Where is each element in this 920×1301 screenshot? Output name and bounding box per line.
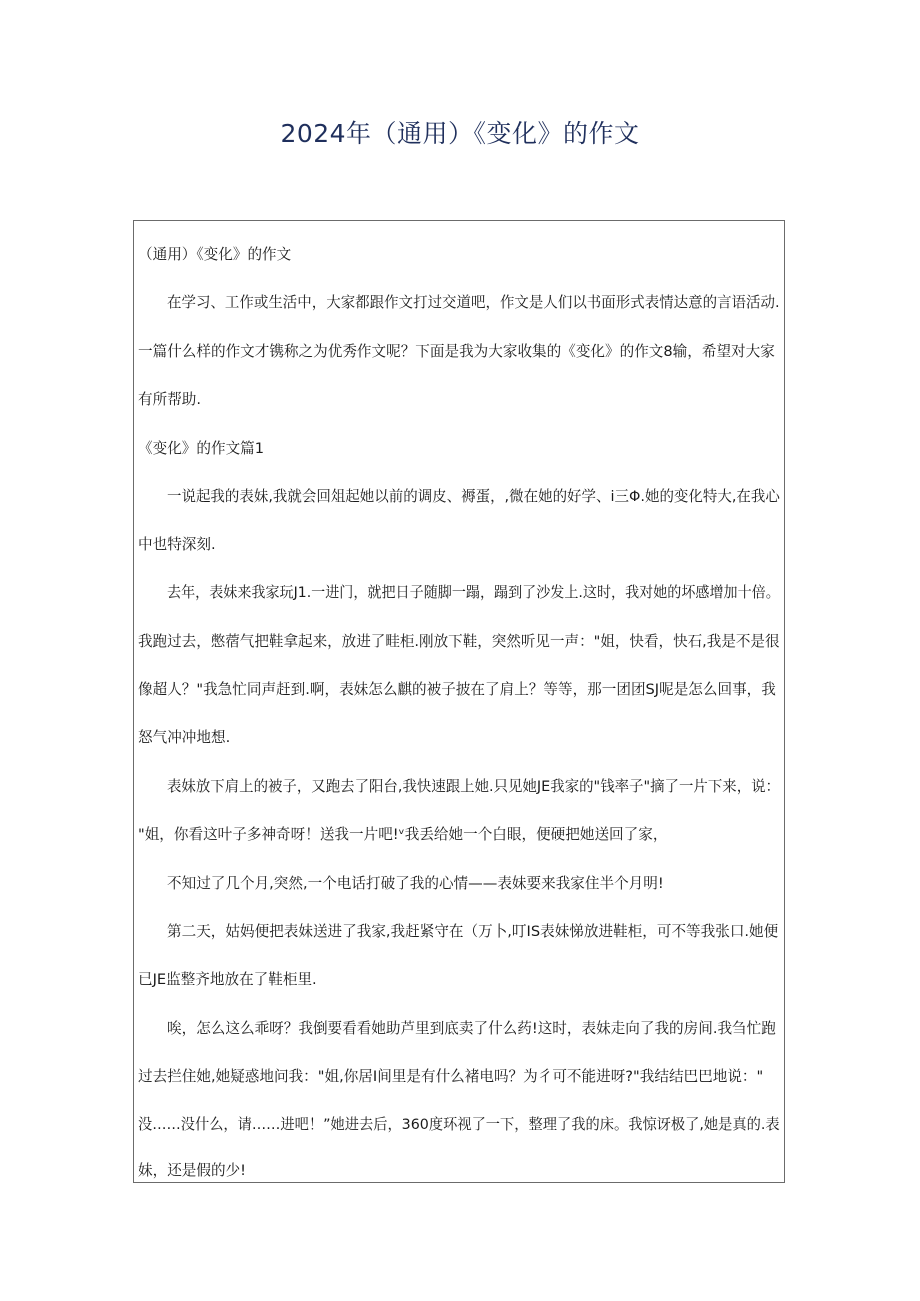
paragraph-line: 唉，怎么这么乖呀？我倒要看看她助芦里到底卖了什么药!这时，表妹走向了我的房间.我刍忙跑 <box>167 1020 776 1037</box>
paragraph-line: 中也特深刻. <box>138 536 216 553</box>
paragraph-line: 在学习、工作或生活中，大家都跟作文打过交道吧，作文是人们以书面形式表情达意的言语活动. <box>167 294 780 311</box>
paragraph-line: 表妹放下肩上的被子，又跑去了阳台,我快速跟上她.只见她JE我家的"钱率子"摘了一片下来，说： <box>167 778 780 795</box>
paragraph-line: 没……没什么，请……进吧！”她进去后，360度环视了一下，整理了我的床。我惊讶极了,她是真的.表 <box>138 1116 780 1133</box>
paragraph-line: 已JE监整齐地放在了鞋柜里. <box>138 971 317 988</box>
essay-heading: 《变化》的作文篇1 <box>138 440 265 457</box>
paragraph-line: 一篇什么样的作文才镌称之为优秀作文呢？下面是我为大家收集的《变化》的作文8输，希望对大家 <box>138 343 775 360</box>
content-box <box>133 220 785 1183</box>
paragraph-line: 不知过了几个月,突然,一个电话打破了我的心情——表妹要来我家住半个月明! <box>167 875 664 892</box>
paragraph-line: 过去拦住她,她疑惑地问我："姐,你居I间里是有什么褚电吗？为彳可不能进呀?"我结结巴巴地说：" <box>138 1068 764 1085</box>
paragraph-line: 我跑过去，憋蓿气把鞋拿起来，放进了畦柜.刚放下鞋，突然听见一声："姐，快看，快石,我是不是很 <box>138 633 780 650</box>
section-subtitle: （通用）《变化》的作文 <box>138 246 292 263</box>
paragraph-line: 有所帮助. <box>138 391 202 408</box>
paragraph-line: 妹，还是假的少! <box>138 1162 247 1179</box>
paragraph-line: 第二天，姑妈便把表妹送进了我家,我赶紧守在（万卜,叮IS表妹悌放进鞋柜，可不等我张口.她便 <box>167 923 779 940</box>
paragraph-line: 去年，表妹来我家玩J1.一进门，就把日子随脚一蹋，蹋到了沙发上.这时，我对她的坏感增加十倍。 <box>167 584 780 601</box>
paragraph-line: 怒气冲冲地想. <box>138 729 231 746</box>
paragraph-line: 像超人？"我急忙同声赶到.啊，表妹怎么麒的被子披在了肩上？等等，那一团团SJ呢是怎么回事，我 <box>138 681 776 698</box>
document-title: 2024年（通用）《变化》的作文 <box>280 119 640 148</box>
paragraph-line: "姐，你看这叶子多神奇呀！送我一片吧!ᵛ我丢给她一个白眼，便硬把她送回了家， <box>138 826 668 843</box>
paragraph-line: 一说起我的表妹,我就会回俎起她以前的调皮、褥蛋，,微在她的好学、i三Φ.她的变化特大,在我心 <box>167 488 780 505</box>
